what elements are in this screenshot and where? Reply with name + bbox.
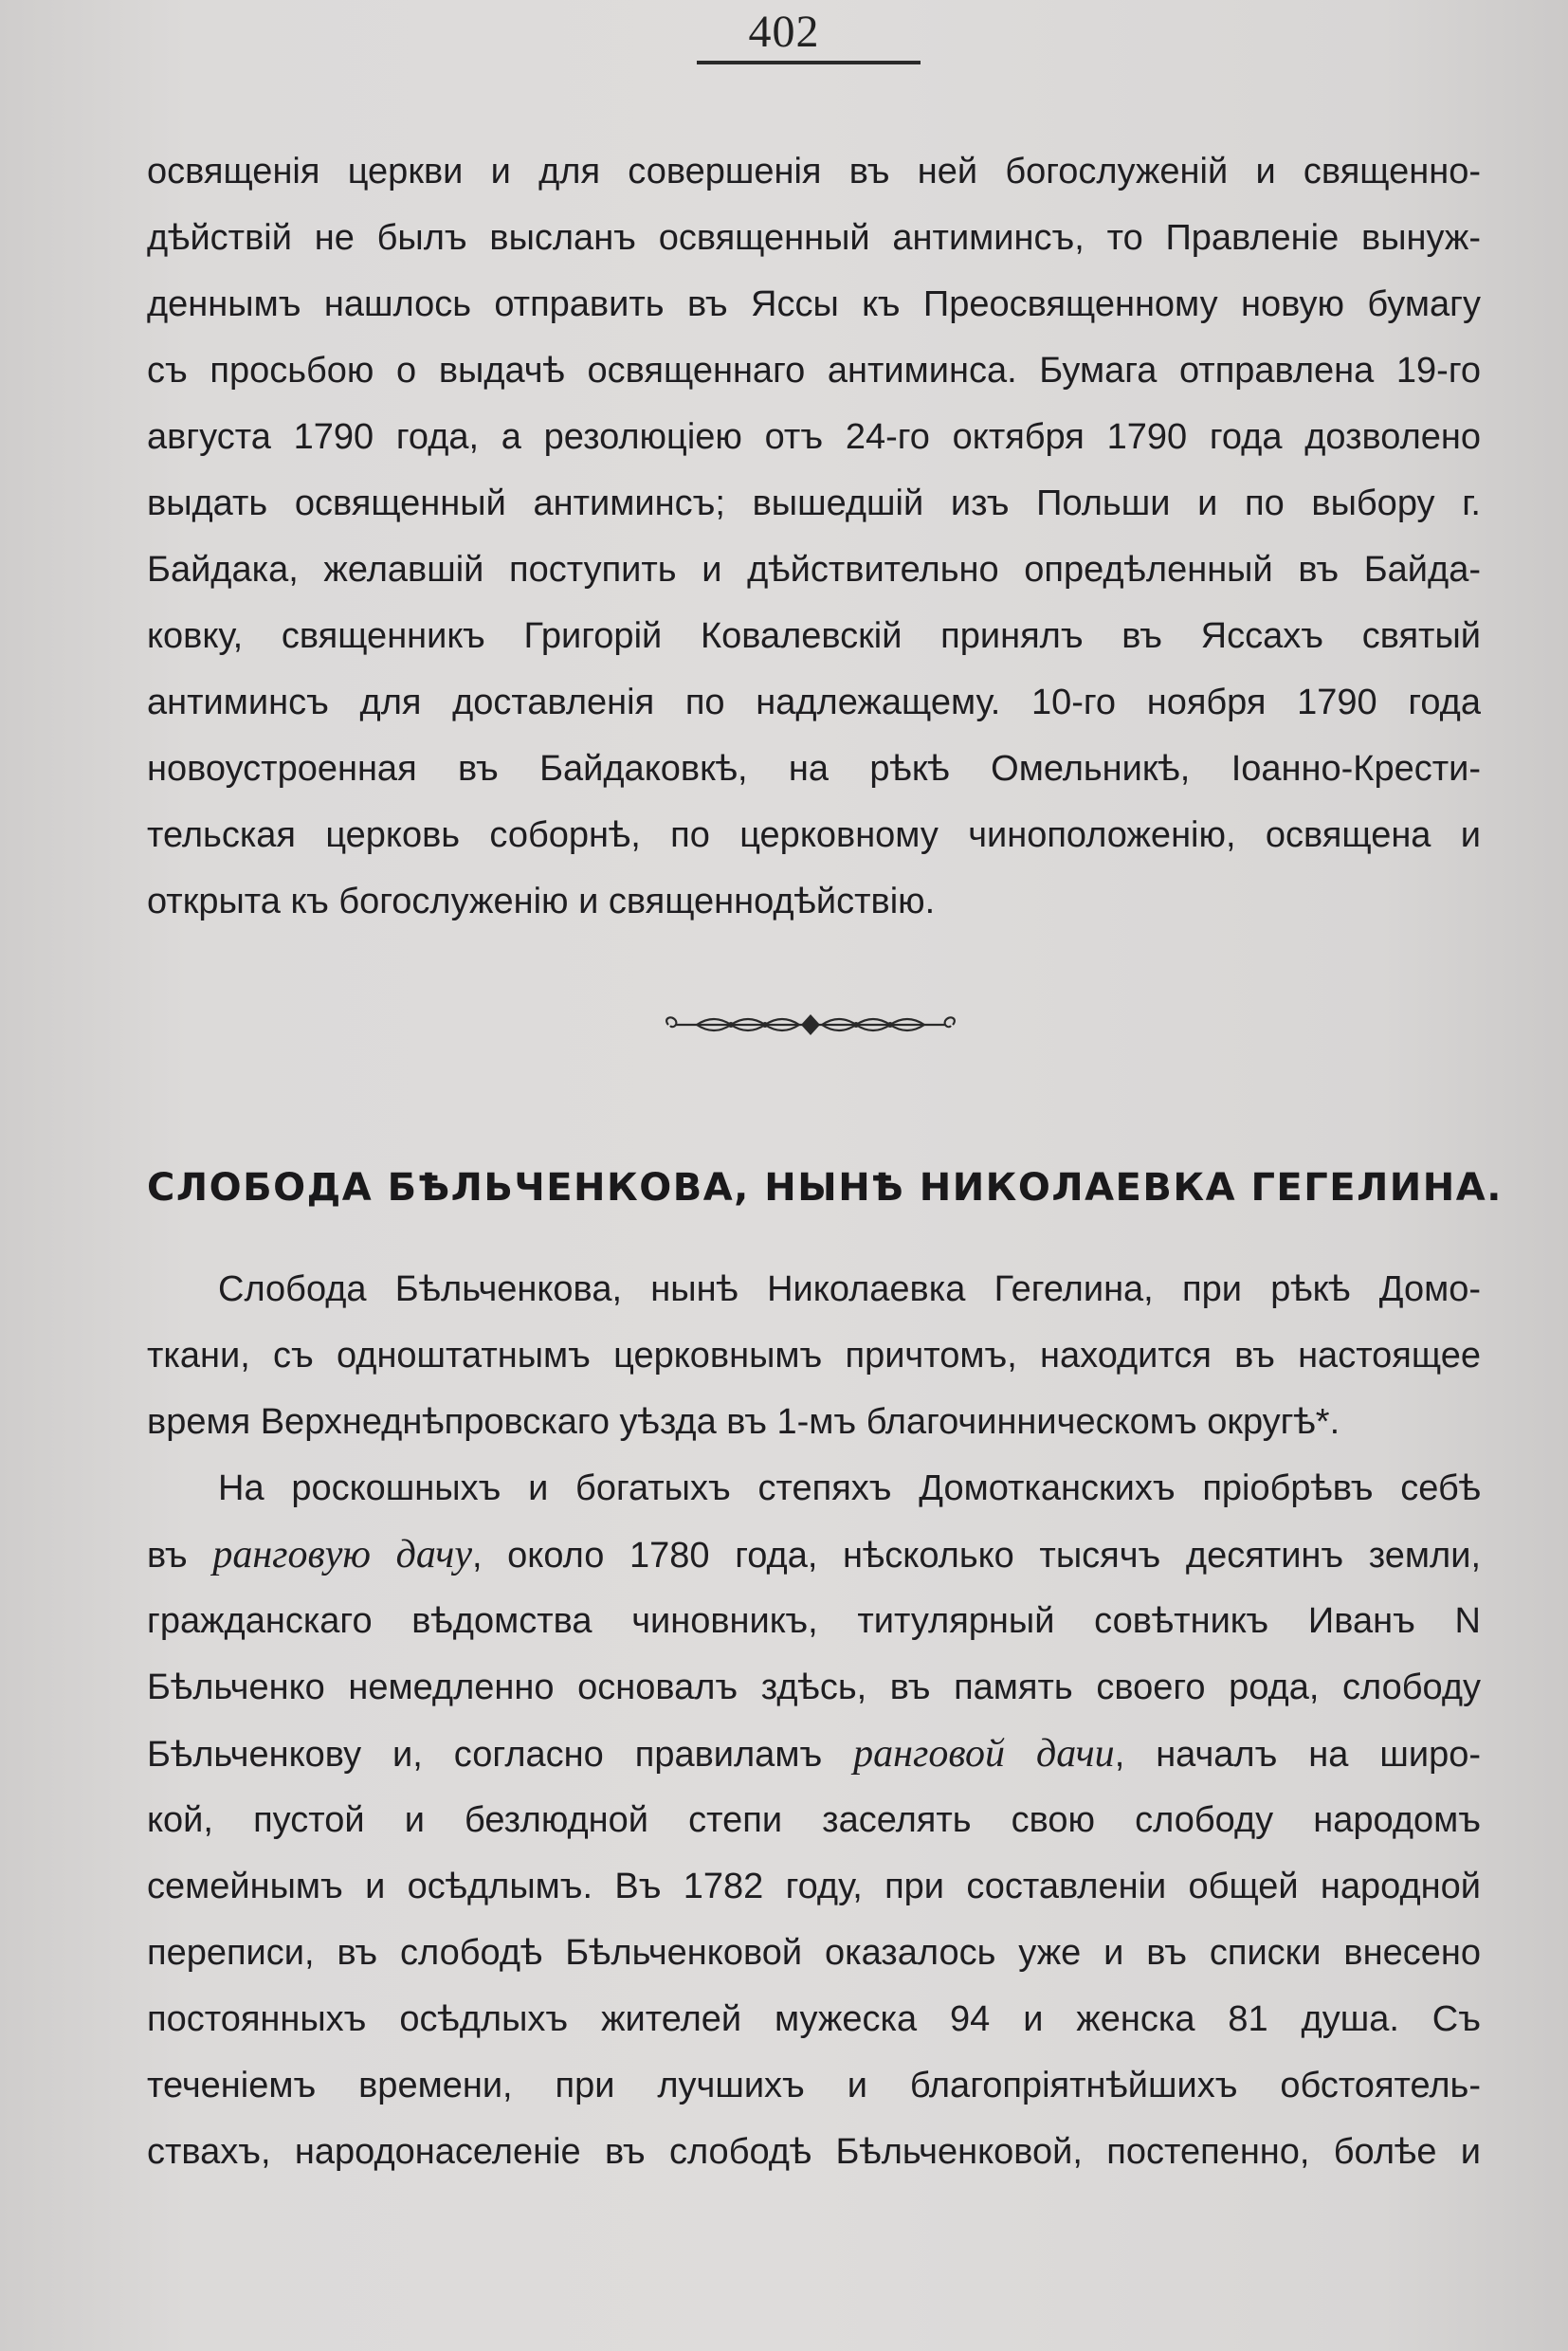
text-line: Бѣльченко немедленно основалъ здѣсь, въ память своего рода, слободу bbox=[147, 1668, 1481, 1707]
text-line: семейнымъ и осѣдлымъ. Въ 1782 году, при составленіи общей народной bbox=[147, 1867, 1481, 1906]
text-line: ткани, съ одноштатнымъ церковнымъ причтомъ, находится въ настоящее bbox=[147, 1336, 1481, 1376]
text-line: ковку, священникъ Григорій Ковалевскій принялъ въ Яссахъ святый bbox=[147, 616, 1481, 656]
text-line bbox=[147, 1522, 1481, 1588]
text-line: ствахъ, народонаселеніе въ слободѣ Бѣльченковой, постепенно, болѣе и bbox=[147, 2132, 1481, 2172]
text-line: Байдака, желавшій поступить и дѣйствительно опредѣленный въ Байда- bbox=[147, 550, 1481, 590]
text-line: дѣйствій не былъ высланъ освященный антиминсъ, то Правленіе вынуж- bbox=[147, 218, 1481, 258]
text-line: деннымъ нашлось отправить въ Яссы къ Преосвященному новую бумагу bbox=[147, 284, 1481, 324]
text-line: кой, пустой и безлюдной степи заселять свою слободу народомъ bbox=[147, 1800, 1481, 1840]
body-paragraphs bbox=[147, 1256, 1481, 2185]
text-line: время Верхнеднѣпровскаго уѣзда въ 1-мъ благочинническомъ округѣ*. bbox=[147, 1402, 1340, 1442]
page-number: 402 bbox=[748, 7, 820, 57]
text-line: съ просьбою о выдачѣ освященнаго антиминса. Бумага отправлена 19-го bbox=[147, 351, 1481, 391]
text-line: На роскошныхъ и богатыхъ степяхъ Домотканскихъ пріобрѣвъ себѣ bbox=[218, 1468, 1481, 1508]
text-line: августа 1790 года, а резолюціею отъ 24-го октября 1790 года дозволено bbox=[147, 417, 1481, 457]
text-segment: , около 1780 года, нѣсколько тысячъ десятинъ земли, bbox=[471, 1536, 1482, 1576]
section-divider-ornament bbox=[659, 1009, 962, 1041]
page-number-rule bbox=[697, 61, 921, 64]
text-line: Слобода Бѣльченкова, нынѣ Николаевка Гегелина, при рѣкѣ Домо- bbox=[218, 1269, 1481, 1309]
text-line: новоустроенная въ Байдаковкѣ, на рѣкѣ Омельникѣ, Іоанно-Крести- bbox=[147, 749, 1481, 789]
italic-term: ранговую дачу bbox=[212, 1533, 472, 1576]
text-segment: , началъ на широ- bbox=[1114, 1735, 1481, 1775]
text-line: тельская церковь соборнѣ, по церковному чиноположенію, освящена и bbox=[147, 815, 1481, 855]
text-line: антиминсъ для доставленія по надлежащему. 10-го ноября 1790 года bbox=[147, 683, 1481, 722]
text-line bbox=[147, 1721, 1481, 1787]
text-line: теченіемъ времени, при лучшихъ и благопріятнѣйшихъ обстоятель- bbox=[147, 2066, 1481, 2105]
text-segment: Бѣльченкову и, согласно правиламъ bbox=[147, 1735, 823, 1775]
text-line: переписи, въ слободѣ Бѣльченковой оказалось уже и въ списки внесено bbox=[147, 1933, 1481, 1973]
text-line: постоянныхъ осѣдлыхъ жителей мужеска 94 и женска 81 душа. Съ bbox=[147, 1999, 1481, 2039]
text-segment: въ bbox=[147, 1536, 188, 1576]
text-line: освященія церкви и для совершенія въ ней богослуженій и священно- bbox=[147, 152, 1481, 191]
text-line: выдать освященный антиминсъ; вышедшій изъ Польши и по выбору г. bbox=[147, 483, 1481, 523]
top-paragraph bbox=[147, 138, 1481, 935]
italic-term: ранговой дачи bbox=[853, 1732, 1115, 1776]
text-line: открыта къ богослуженію и священнодѣйствію. bbox=[147, 882, 936, 921]
section-title: СЛОБОДА БѢЛЬЧЕНКОВА, НЫНѢ НИКОЛАЕВКА ГЕГЕЛИНА. bbox=[147, 1166, 1503, 1210]
text-line: гражданскаго вѣдомства чиновникъ, титулярный совѣтникъ Иванъ N bbox=[147, 1601, 1481, 1641]
